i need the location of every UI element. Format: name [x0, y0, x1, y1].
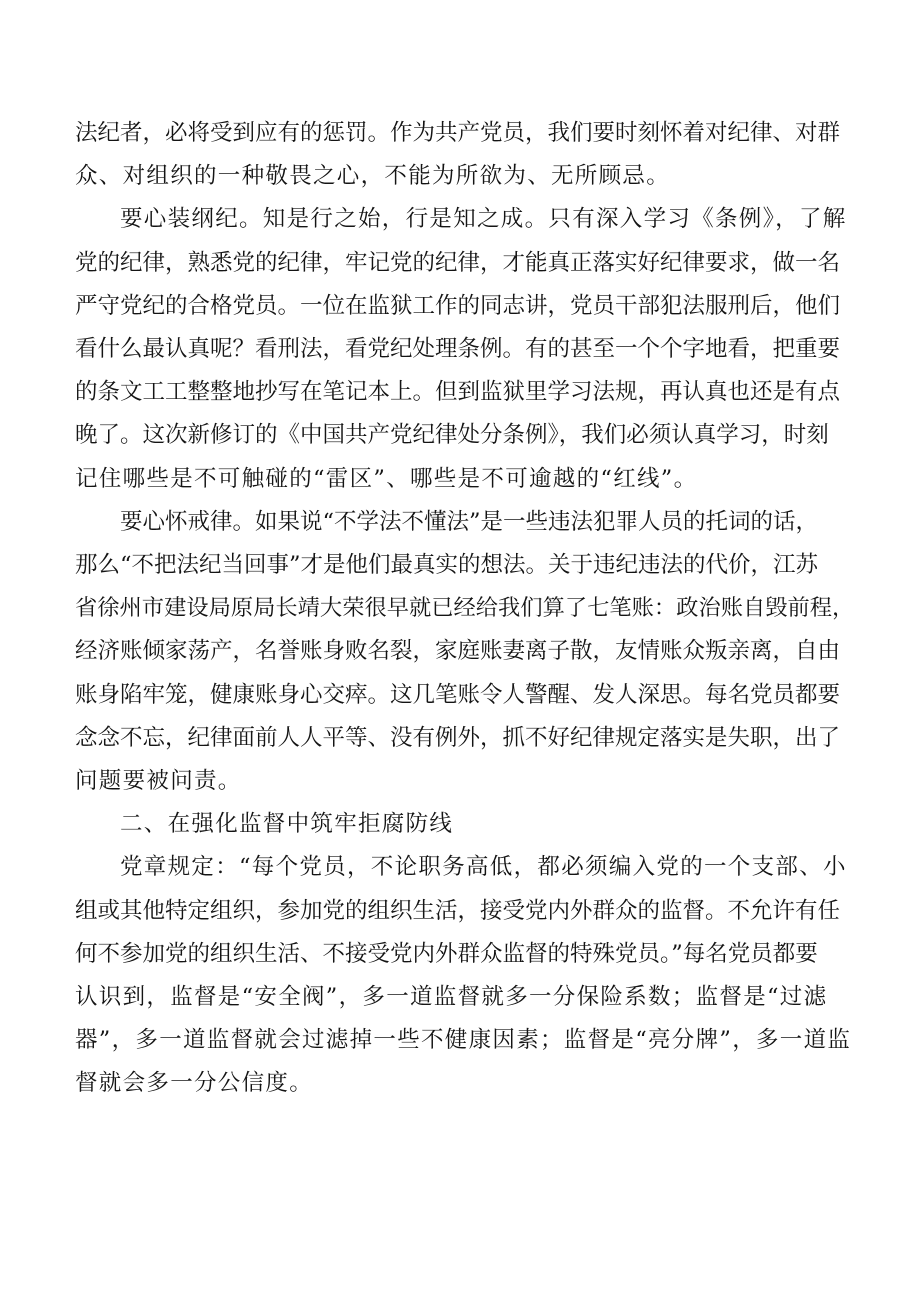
text-line: 督就会多一分公信度。: [75, 1070, 314, 1097]
text-line: 经济账倾家荡产，名誉账身败名裂，家庭账妻离子散，友情账众叛亲离，自由: [75, 638, 841, 665]
section-heading: [75, 803, 855, 846]
text-line: 党的纪律，熟悉党的纪律，牢记党的纪律，才能真正落实好纪律要求，做一名: [75, 249, 841, 276]
text-line: 晚了。这次新修订的《中国共产党纪律处分条例》，我们必须认真学习，时刻: [75, 422, 829, 449]
text-line: 看什么最认真呢？看刑法，看党纪处理条例。有的甚至一个个字地看，把重要: [75, 336, 841, 363]
text-line: 问题要被问责。: [75, 768, 242, 795]
text-line: 省徐州市建设局原局长靖大荣很早就已经给我们算了七笔账：政治账自毁前程，: [75, 595, 855, 622]
text-line: 法纪者，必将受到应有的惩罚。作为共产党员，我们要时刻怀着对纪律、对群: [75, 120, 841, 146]
text-line: 器”，多一道监督就会过滤掉一些不健康因素；监督是“亮分牌”，多一道监: [75, 1027, 852, 1054]
heading-text: 二、在强化监督中筑牢拒腐防线: [120, 811, 454, 838]
text-line: 要心装纲纪。知是行之始，行是知之成。只有深入学习《条例》，了解: [120, 206, 847, 233]
paragraph-1: [75, 112, 855, 198]
text-line: 的条文工工整整地抄写在笔记本上。但到监狱里学习法规，再认真也还是有点: [75, 379, 841, 406]
text-line: 念念不忘，纪律面前人人平等、没有例外，抓不好纪律规定落实是失职，出了: [75, 724, 841, 751]
text-line: 那么“不把法纪当回事”才是他们最真实的想法。关于违纪违法的代价，江苏: [75, 552, 819, 579]
text-line: 严守党纪的合格党员。一位在监狱工作的同志讲，党员干部犯法服刑后，他们: [75, 292, 841, 319]
text-line: 认识到，监督是“安全阀”，多一道监督就多一分保险系数；监督是“过滤: [75, 984, 828, 1011]
text-line: 党章规定：“每个党员，不论职务高低，都必须编入党的一个支部、小: [120, 854, 847, 881]
text-line: 记住哪些是不可触碰的“雷区”、哪些是不可逾越的“红线”。: [75, 465, 698, 492]
paragraph-5: [75, 846, 855, 1105]
document-body: [75, 112, 855, 1106]
paragraph-2: [75, 198, 855, 500]
text-line: 要心怀戒律。如果说“不学法不懂法”是一些违法犯罪人员的托词的话，: [120, 508, 819, 535]
text-line: 账身陷牢笼，健康账身心交瘁。这几笔账令人警醒、发人深思。每名党员都要: [75, 681, 841, 708]
paragraph-3: [75, 501, 855, 803]
text-line: 众、对组织的一种敬畏之心，不能为所欲为、无所顾忌。: [75, 163, 671, 190]
text-line: 何不参加党的组织生活、不接受党内外群众监督的特殊党员。”每名党员都要: [75, 940, 818, 967]
text-line: 组或其他特定组织，参加党的组织生活，接受党内外群众的监督。不允许有任: [75, 897, 841, 924]
